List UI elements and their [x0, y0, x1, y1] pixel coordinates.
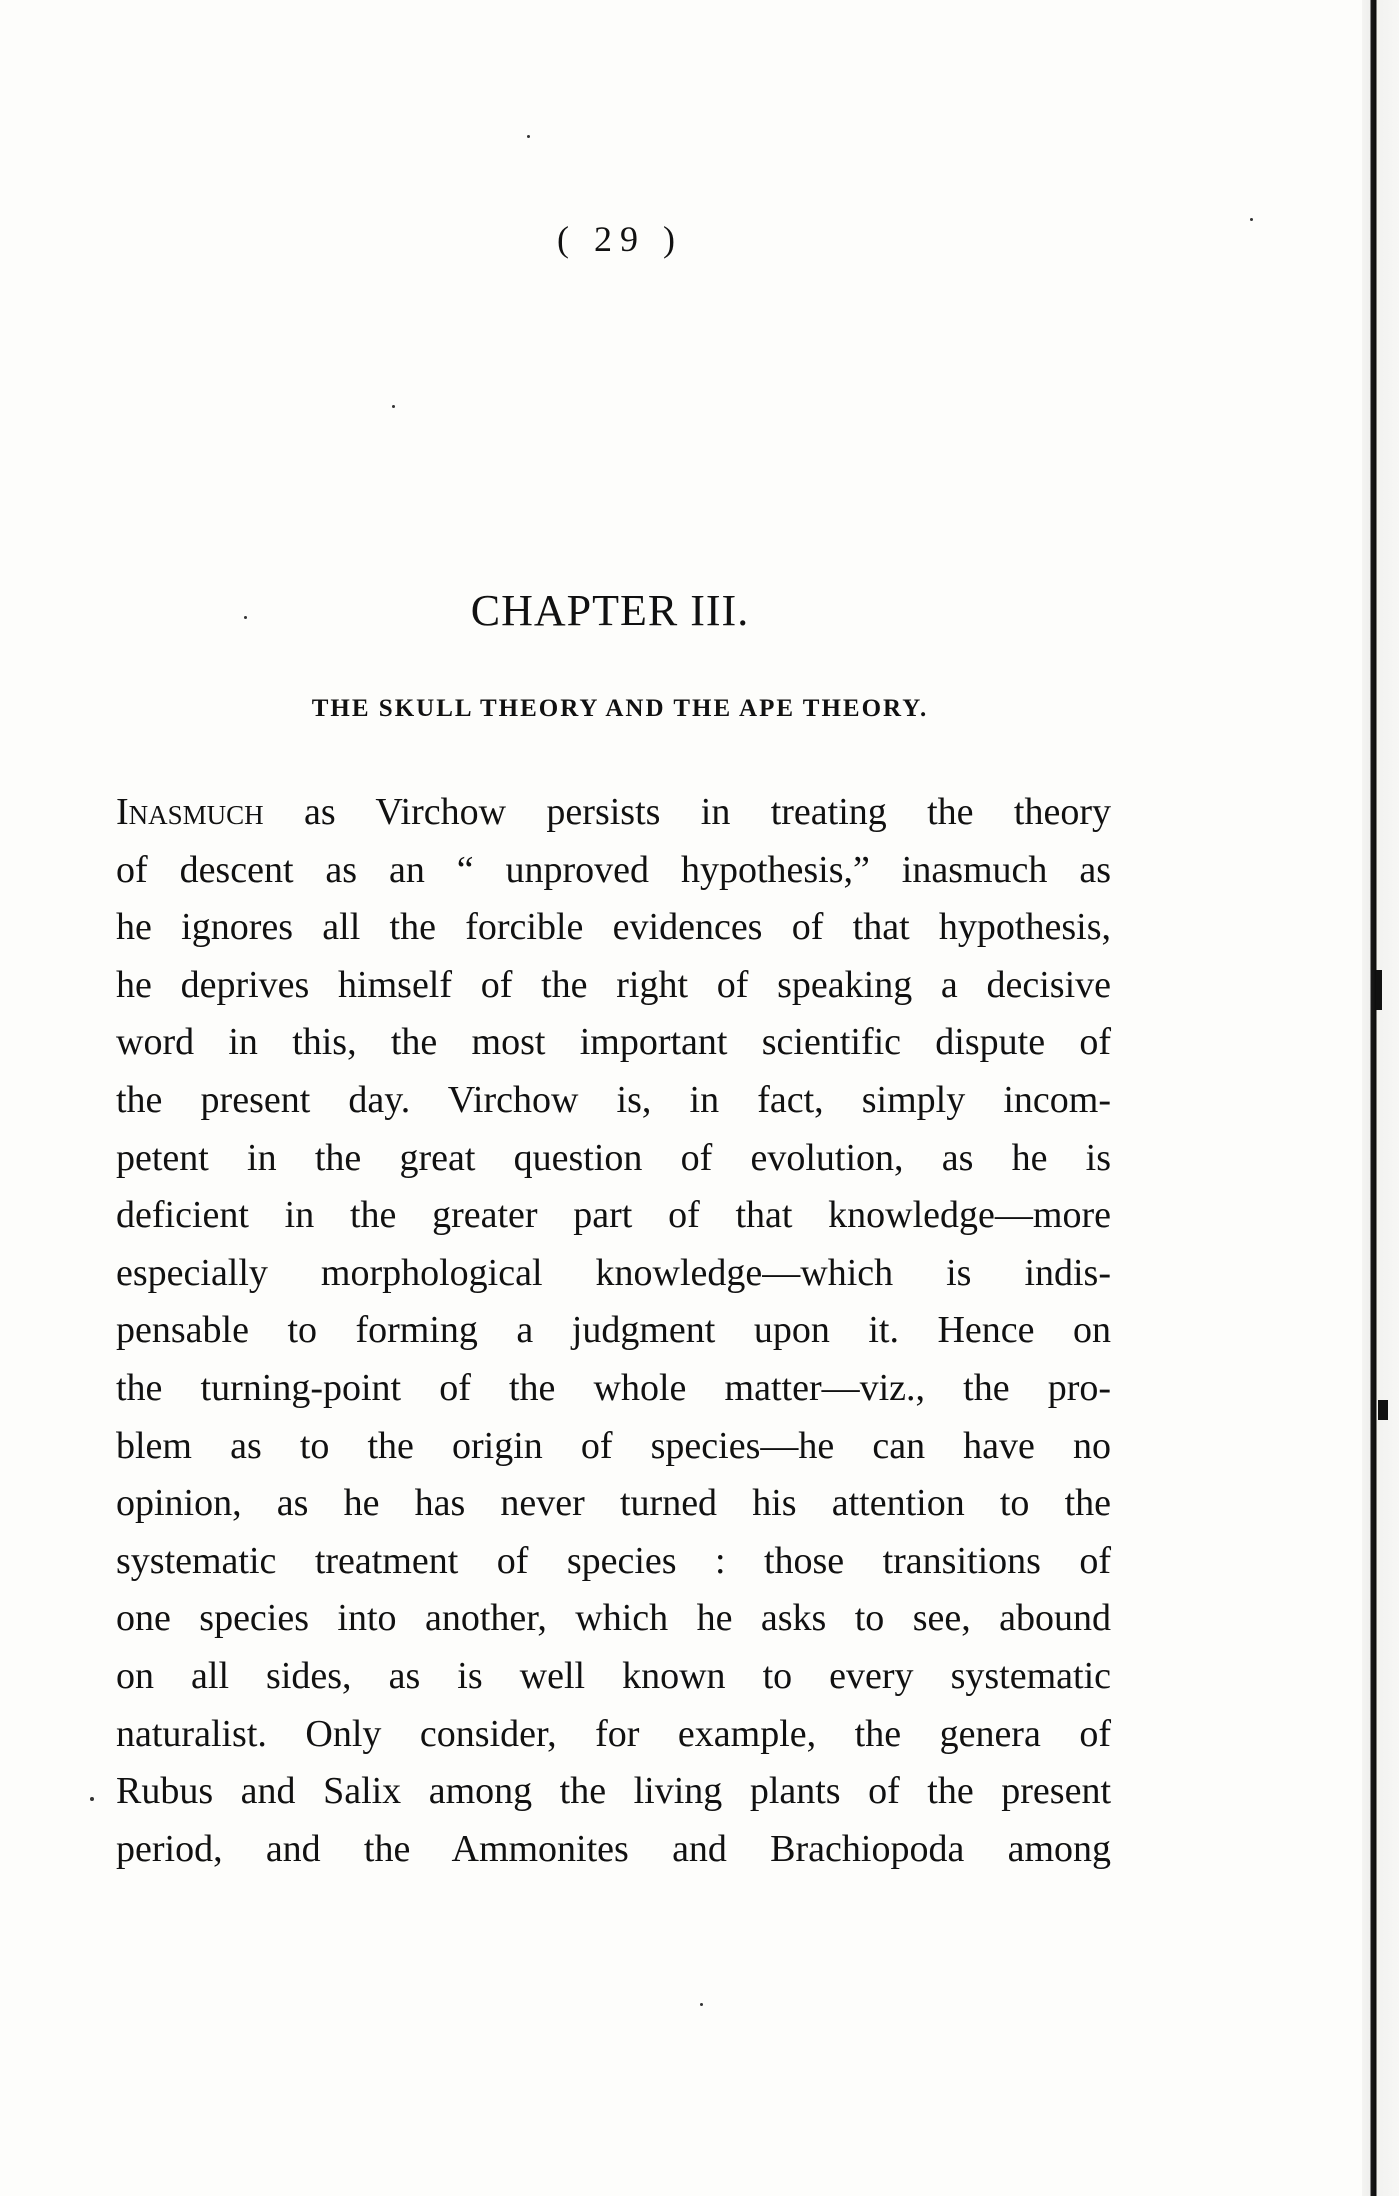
speck	[527, 135, 530, 138]
speck	[90, 1797, 94, 1801]
text-line: he deprives himself of the right of speaking a decisive	[116, 963, 1111, 1006]
opening-word: Inasmuch	[116, 791, 264, 833]
text-line: the present day. Virchow is, in fact, simply incom-	[116, 1078, 1111, 1121]
page-edge-shadow	[1362, 0, 1399, 2196]
speck	[700, 2003, 703, 2006]
edge-mark	[1376, 970, 1382, 1010]
text-line: pensable to forming a judgment upon it. Hence on	[116, 1309, 1111, 1352]
page-number: ( 29 )	[557, 219, 683, 259]
chapter-title: CHAPTER III.	[470, 586, 750, 635]
text-line: deficient in the greater part of that knowledge—more	[116, 1194, 1111, 1237]
text-line: systematic treatment of species : those transitions of	[116, 1539, 1111, 1582]
text-line: one species into another, which he asks to see, abound	[116, 1597, 1111, 1640]
text-line: Rubus and Salix among the living plants of the present	[116, 1770, 1111, 1813]
text-line: opinion, as he has never turned his attention to the	[116, 1482, 1111, 1525]
text-line: naturalist. Only consider, for example, the genera of	[116, 1712, 1111, 1755]
text-line: especially morphological knowledge—which is indis-	[116, 1251, 1111, 1294]
text-line: period, and the Ammonites and Brachiopoda among	[116, 1827, 1111, 1870]
speck	[1250, 218, 1253, 221]
text-line-content: as Virchow persists in treating the theory	[263, 791, 1111, 833]
body-paragraph	[116, 784, 1111, 1878]
text-line: the turning-point of the whole matter—viz., the pro-	[116, 1366, 1111, 1409]
text-line	[116, 784, 1111, 842]
text-line: word in this, the most important scientific dispute of	[116, 1021, 1111, 1064]
text-line: on all sides, as is well known to every systematic	[116, 1654, 1111, 1697]
text-line: blem as to the origin of species—he can have no	[116, 1424, 1111, 1467]
text-line: petent in the great question of evolution, as he is	[116, 1136, 1111, 1179]
text-line: of descent as an “ unproved hypothesis,” inasmuch as	[116, 848, 1111, 891]
speck	[392, 405, 395, 408]
chapter-subtitle: THE SKULL THEORY AND THE APE THEORY.	[311, 695, 929, 722]
edge-mark	[1378, 1400, 1388, 1420]
text-line: he ignores all the forcible evidences of that hypothesis,	[116, 906, 1111, 949]
